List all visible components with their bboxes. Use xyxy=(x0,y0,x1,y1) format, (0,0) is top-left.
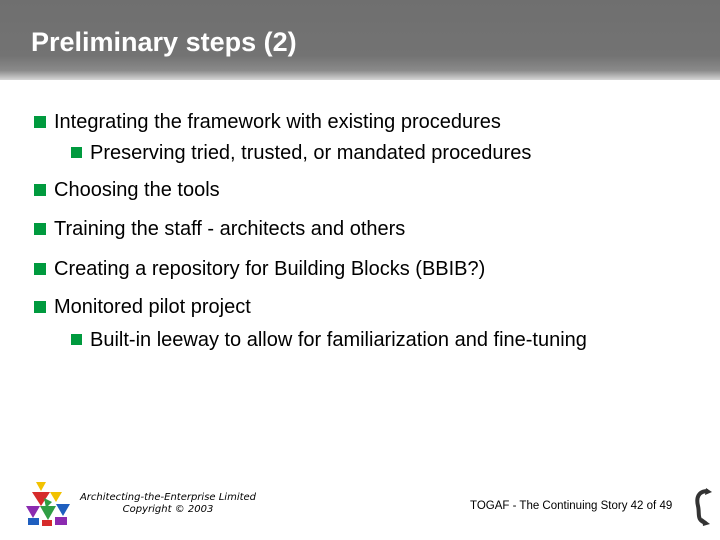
bullet-square-icon xyxy=(34,184,46,196)
bullet-square-icon xyxy=(71,334,82,345)
page-of: of xyxy=(646,500,657,512)
bullet-square-icon xyxy=(34,223,46,235)
footer-copyright xyxy=(73,492,263,516)
bullet-text: Creating a repository for Building Blocks (BBIB?) xyxy=(54,258,486,280)
bullet-text: Preserving tried, trusted, or mandated procedures xyxy=(90,142,532,164)
page-total: 49 xyxy=(659,500,673,512)
bullet-text: Training the staff - architects and others xyxy=(54,218,406,240)
title-bar xyxy=(0,0,720,80)
company-logo-icon xyxy=(22,480,74,526)
bullet-text: Built-in leeway to allow for familiarization and fine-tuning xyxy=(90,329,587,351)
company-name: Architecting-the-Enterprise Limited xyxy=(79,492,257,503)
bullet-square-icon xyxy=(34,116,46,128)
bullet-square-icon xyxy=(71,147,82,158)
footer-page-info xyxy=(470,500,672,512)
bullet-text: Choosing the tools xyxy=(54,179,220,201)
return-arrow-icon[interactable] xyxy=(692,488,714,526)
bullet-text: Integrating the framework with existing procedures xyxy=(54,111,501,133)
bullet-square-icon xyxy=(34,263,46,275)
slide-title: Preliminary steps (2) xyxy=(31,27,297,57)
page-current: 42 xyxy=(630,500,644,512)
bullet-text: Monitored pilot project xyxy=(54,296,251,318)
copyright-text: Copyright © 2003 xyxy=(122,504,214,515)
course-title: TOGAF - The Continuing Story xyxy=(470,500,628,512)
bullet-square-icon xyxy=(34,301,46,313)
